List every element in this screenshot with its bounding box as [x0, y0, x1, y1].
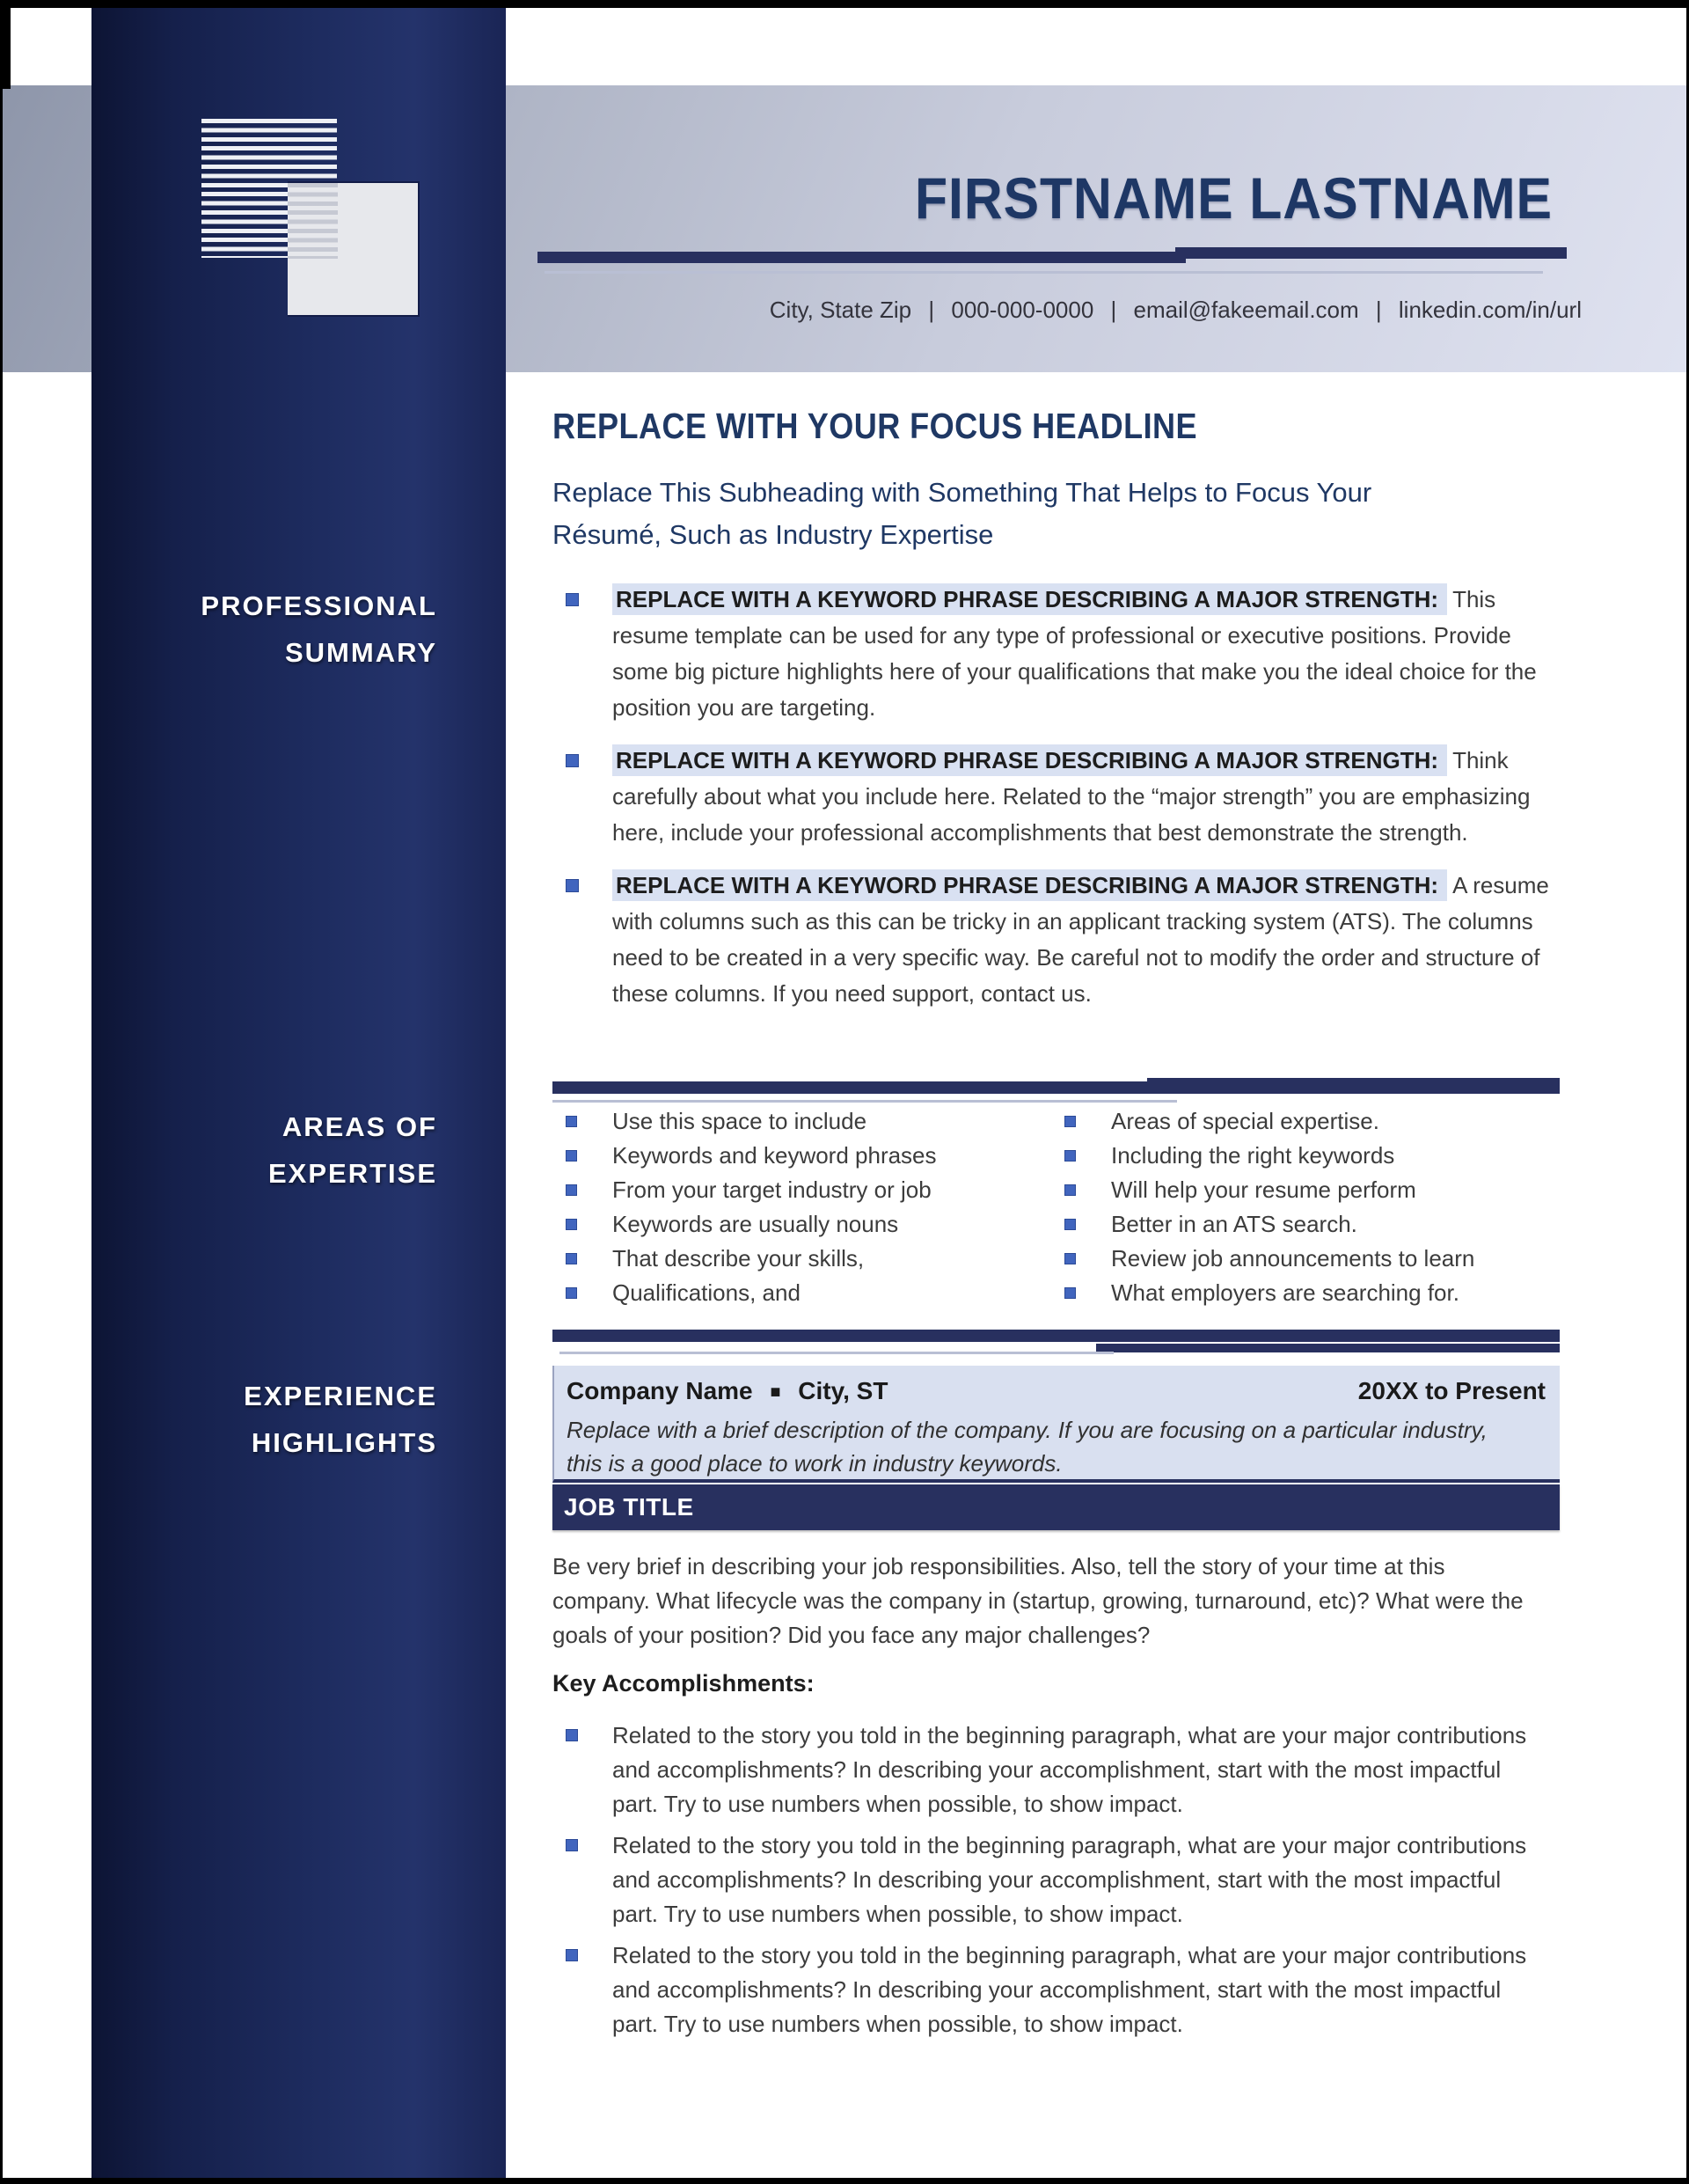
keyword-highlight: REPLACE WITH A KEYWORD PHRASE DESCRIBING A MAJOR STRENGTH: [612, 583, 1447, 615]
accomplishment-text: Related to the story you told in the beginning paragraph, what are your major contributions and accomplishments? In describing your accomplishment, start with the most impactful part. Try to use numbers when possible, to show impact. [612, 1832, 1527, 1927]
keyword-highlight: REPLACE WITH A KEYWORD PHRASE DESCRIBING A MAJOR STRENGTH: [612, 869, 1447, 901]
expertise-column-right [1064, 1104, 1557, 1310]
expertise-item [1064, 1276, 1557, 1310]
expertise-item [566, 1139, 1064, 1173]
expertise-text: Areas of special expertise. [1111, 1108, 1379, 1134]
company-description: Replace with a brief description of the company. If you are focusing on a particular industry, this is a good place to work in industry keywords. [567, 1417, 1488, 1477]
summary-bullet-text [612, 743, 1549, 851]
expertise-item [1064, 1104, 1557, 1139]
summary-bullet-item [566, 582, 1555, 726]
company-name-location [567, 1374, 888, 1411]
contact-separator: | [928, 297, 935, 323]
expertise-item [1064, 1242, 1557, 1276]
rule-segment [552, 1330, 1560, 1342]
company-title-row [567, 1374, 1546, 1411]
areas-of-expertise-lists [566, 1104, 1560, 1310]
company-dates: 20XX to Present [1357, 1377, 1546, 1404]
sidebar-heading-line: EXPERTISE [268, 1158, 437, 1189]
expertise-text: Will help your resume perform [1111, 1176, 1416, 1203]
bullet-square-icon [566, 879, 579, 892]
contact-separator: | [1375, 297, 1382, 323]
name-underline-rule [537, 244, 1567, 274]
accomplishment-item [566, 1938, 1555, 2041]
expertise-item [566, 1242, 1064, 1276]
rule-shadow-line [559, 1352, 1114, 1354]
company-separator-icon: ■ [770, 1382, 781, 1402]
expertise-item [1064, 1173, 1557, 1207]
logo-overlap-stripes-icon [288, 183, 338, 259]
sidebar-heading-line: HIGHLIGHTS [251, 1427, 437, 1458]
expertise-text: Review job announcements to learn [1111, 1245, 1475, 1272]
expertise-item [566, 1104, 1064, 1139]
bullet-square-icon [566, 1116, 577, 1127]
focus-subheading: Replace This Subheading with Something That Helps to Focus Your Résumé, Such as Industry Expertise [552, 477, 1372, 550]
bullet-square-icon [1064, 1150, 1076, 1162]
sidebar-heading-professional-summary [91, 583, 506, 676]
rule-segment [537, 252, 1186, 263]
expertise-column-left [566, 1104, 1064, 1310]
contact-separator: | [1110, 297, 1117, 323]
key-accomplishments-heading: Key Accomplishments: [552, 1670, 815, 1697]
summary-bullet-text [612, 868, 1549, 1012]
contact-email: email@fakeemail.com [1133, 297, 1359, 323]
bullet-square-icon [1064, 1184, 1076, 1196]
candidate-name: FIRSTNAME LASTNAME [915, 165, 1553, 231]
sidebar [91, 8, 506, 2178]
focus-headline: REPLACE WITH YOUR FOCUS HEADLINE [552, 406, 1198, 446]
sidebar-heading-line: PROFESSIONAL [201, 590, 437, 621]
rule-shadow-line [552, 1100, 1177, 1103]
sidebar-heading-experience-highlights [91, 1373, 506, 1466]
company-name: Company Name [567, 1377, 753, 1404]
sidebar-heading-line: SUMMARY [284, 637, 437, 668]
rule-segment [1175, 247, 1567, 259]
summary-bullet-item [566, 743, 1555, 851]
corner-border [3, 8, 11, 89]
expertise-text: Including the right keywords [1111, 1142, 1395, 1169]
expertise-item [566, 1207, 1064, 1242]
sidebar-heading-line: EXPERIENCE [244, 1381, 437, 1411]
bullet-body-text: This resume template can be used for any type of professional or executive positions. Provide some big picture highlights here of your qualifications that make you the ideal choice for the position you are targeting. [612, 586, 1537, 721]
expertise-item [1064, 1207, 1557, 1242]
contact-line [552, 297, 1582, 324]
expertise-text: Keywords are usually nouns [612, 1211, 899, 1237]
accomplishments-list [566, 1719, 1555, 2048]
expertise-text: Qualifications, and [612, 1279, 801, 1306]
expertise-text: What employers are searching for. [1111, 1279, 1459, 1306]
bullet-square-icon [566, 1287, 577, 1299]
rule-segment [1096, 1344, 1560, 1352]
job-title-bar: JOB TITLE [552, 1484, 1560, 1530]
expertise-item [1064, 1139, 1557, 1173]
rule-shadow-line [545, 271, 1543, 274]
professional-summary-bullets [566, 582, 1555, 1029]
bullet-square-icon [566, 1839, 578, 1851]
accomplishment-text: Related to the story you told in the beginning paragraph, what are your major contributions and accomplishments? In describing your accomplishment, start with the most impactful part. Try to use numbers when possible, to show impact. [612, 1942, 1527, 2037]
bullet-square-icon [1064, 1116, 1076, 1127]
rule-segment [552, 1081, 1560, 1094]
contact-location: City, State Zip [769, 297, 912, 323]
contact-linkedin: linkedin.com/in/url [1398, 297, 1582, 323]
company-header-box [552, 1366, 1560, 1483]
expertise-text: From your target industry or job [612, 1176, 932, 1203]
bullet-square-icon [566, 1253, 577, 1264]
summary-bullet-text [612, 582, 1549, 726]
contact-phone: 000-000-0000 [951, 297, 1094, 323]
accomplishment-text: Related to the story you told in the beginning paragraph, what are your major contributions and accomplishments? In describing your accomplishment, start with the most impactful part. Try to use numbers when possible, to show impact. [612, 1722, 1527, 1817]
summary-bullet-item [566, 868, 1555, 1012]
bullet-square-icon [566, 1729, 578, 1741]
keyword-highlight: REPLACE WITH A KEYWORD PHRASE DESCRIBING A MAJOR STRENGTH: [612, 744, 1447, 776]
bullet-square-icon [566, 1949, 578, 1961]
bullet-square-icon [1064, 1287, 1076, 1299]
bullet-square-icon [1064, 1253, 1076, 1264]
bullet-square-icon [566, 1219, 577, 1230]
bullet-square-icon [1064, 1219, 1076, 1230]
bullet-square-icon [566, 1150, 577, 1162]
accomplishment-item [566, 1829, 1555, 1931]
bullet-square-icon [566, 593, 579, 606]
accomplishment-item [566, 1719, 1555, 1821]
expertise-text: Keywords and keyword phrases [612, 1142, 937, 1169]
expertise-item [566, 1276, 1064, 1310]
section-divider-rule [552, 1078, 1560, 1103]
bullet-body-text: Think carefully about what you include here. Related to the “major strength” you are emphasizing here, include your professional accomplishments that best demonstrate the strength. [612, 747, 1531, 846]
bullet-square-icon [566, 754, 579, 767]
expertise-text: Use this space to include [612, 1108, 867, 1134]
sidebar-heading-areas-of-expertise [91, 1103, 506, 1197]
section-divider-rule [552, 1330, 1560, 1354]
expertise-text: That describe your skills, [612, 1245, 865, 1272]
sidebar-heading-line: AREAS OF [282, 1111, 437, 1142]
bullet-square-icon [566, 1184, 577, 1196]
expertise-item [566, 1173, 1064, 1207]
job-summary-paragraph: Be very brief in describing your job responsibilities. Also, tell the story of your time at this company. What lifecycle was the company in (startup, growing, turnaround, etc)? What were the goals of your position? Did you face any major challenges? [552, 1553, 1524, 1648]
bullet-body-text: A resume with columns such as this can be tricky in an applicant tracking system (ATS). The columns need to be created in a very specific way. Be careful not to modify the order and structure of these columns. If you need support, contact us. [612, 872, 1549, 1007]
expertise-text: Better in an ATS search. [1111, 1211, 1357, 1237]
company-location: City, ST [798, 1377, 888, 1404]
